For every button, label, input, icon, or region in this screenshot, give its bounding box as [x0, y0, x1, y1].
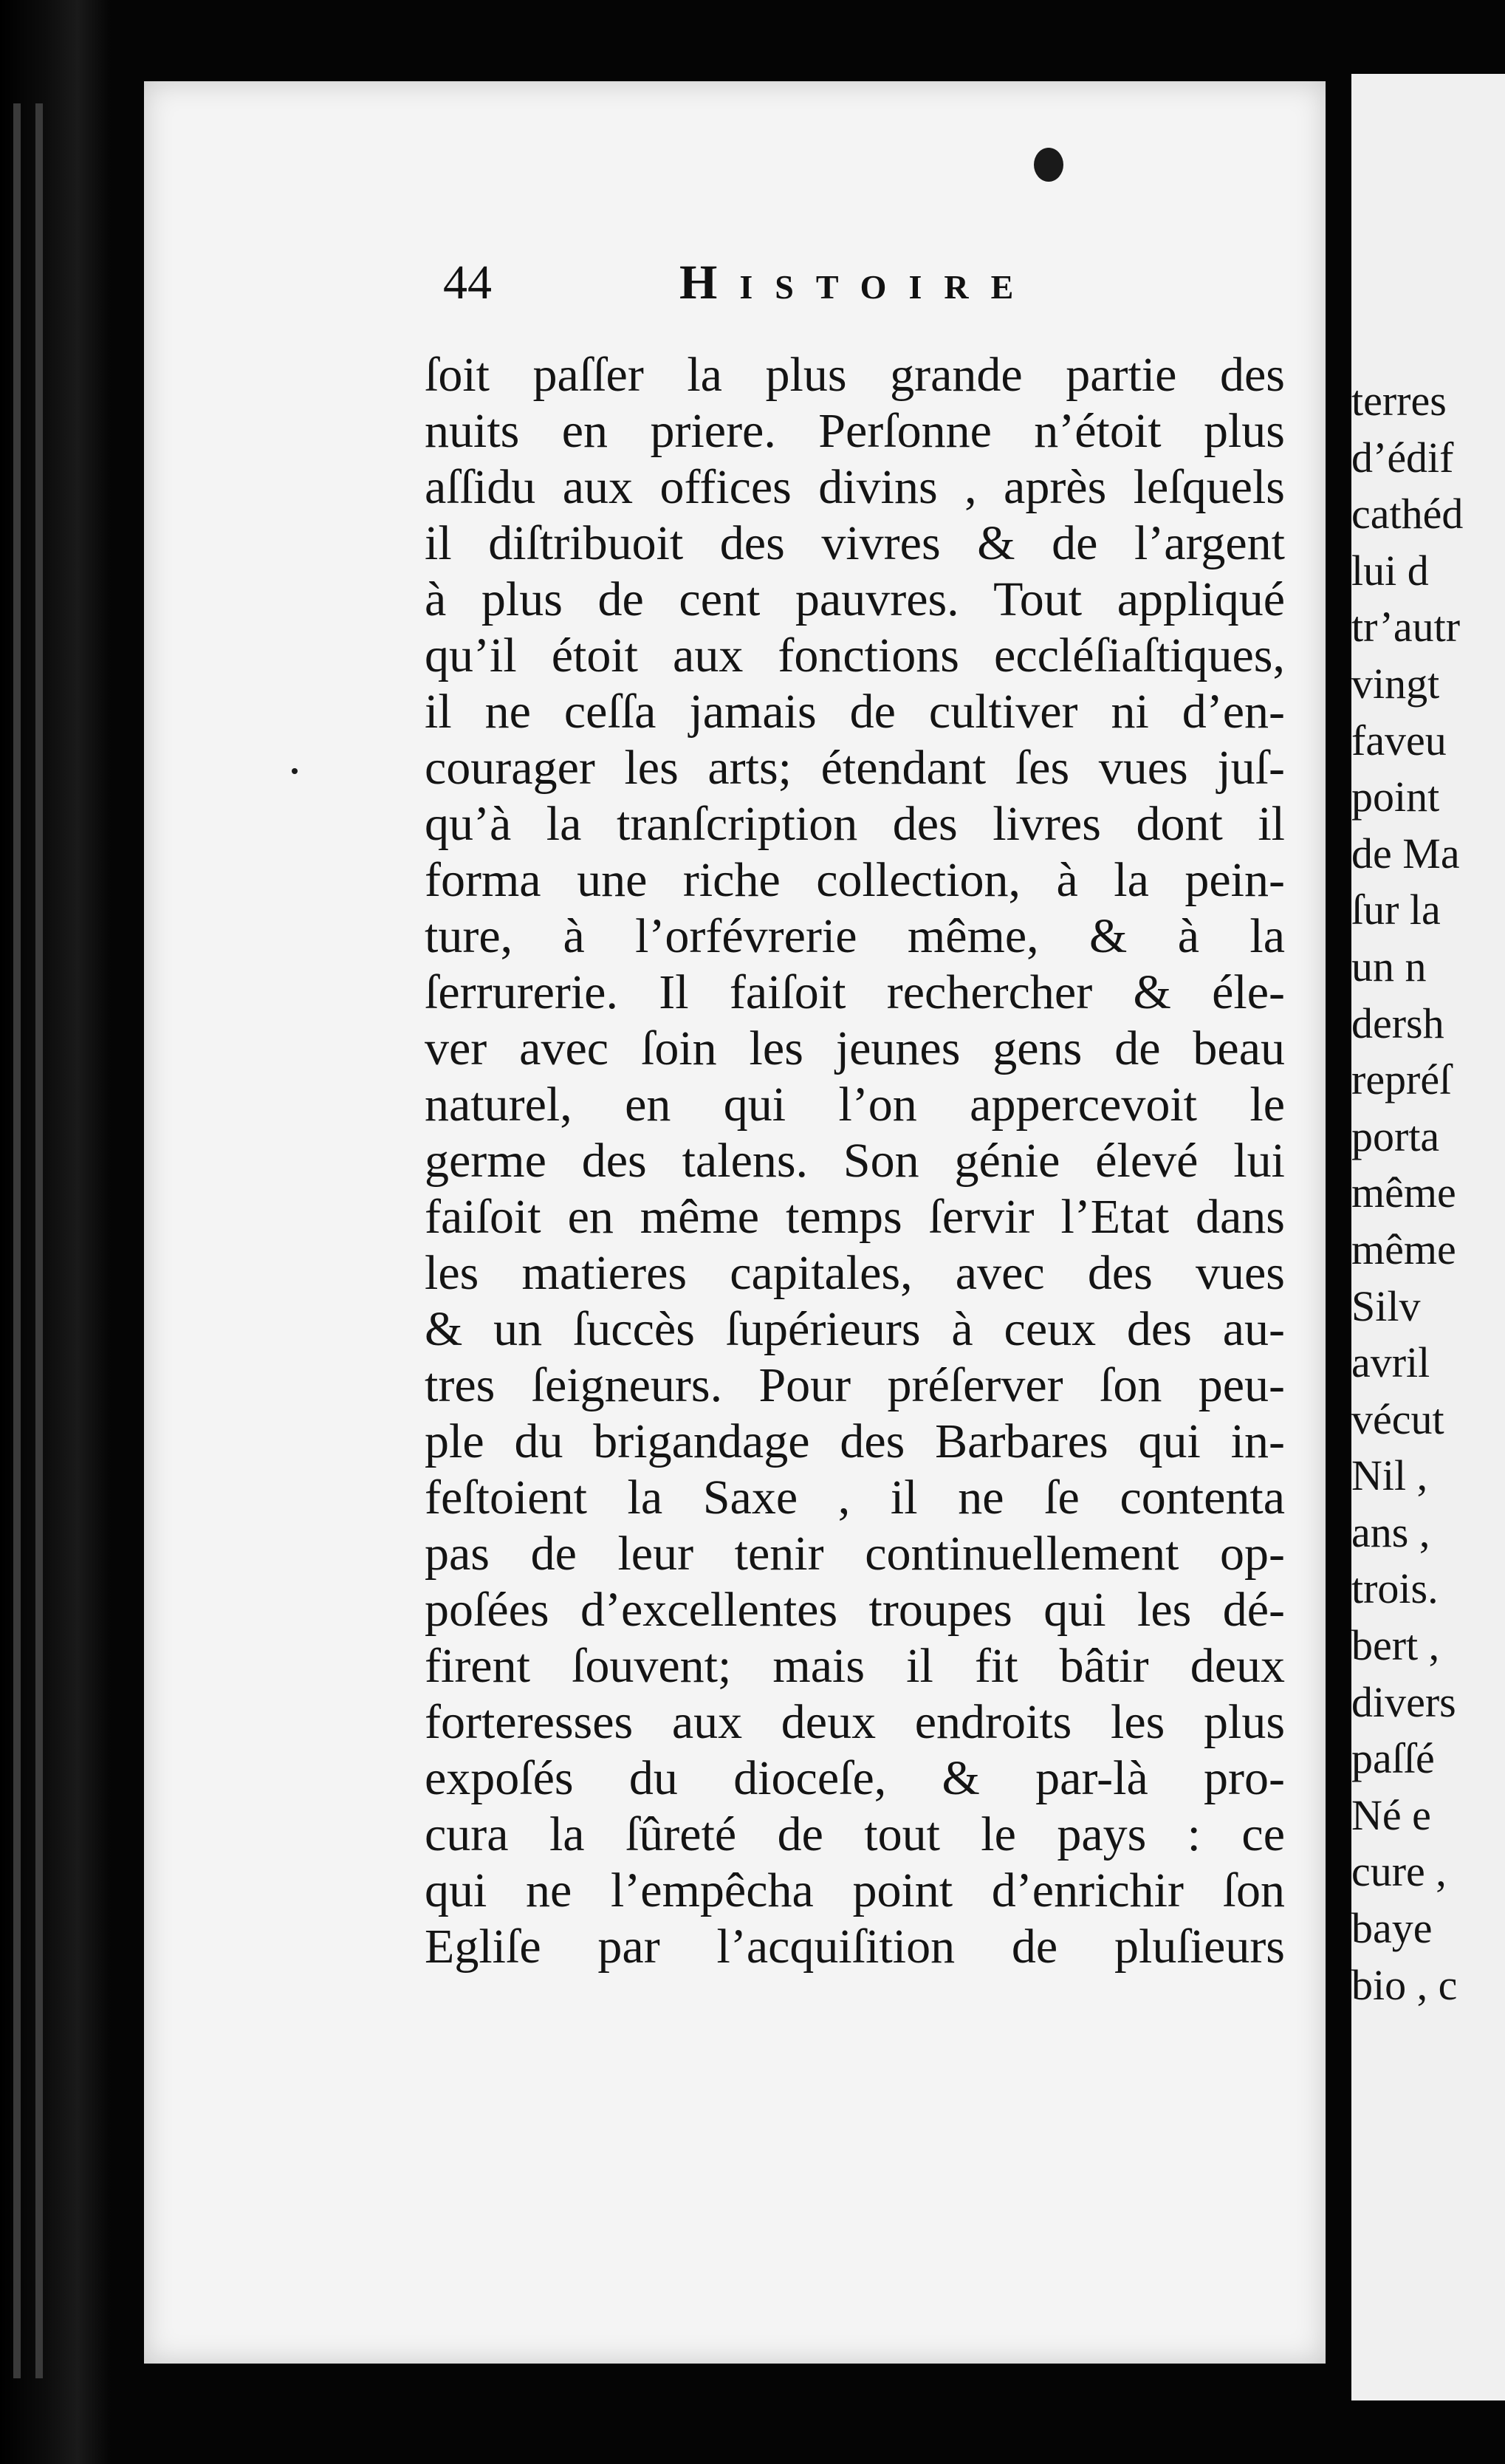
book-spine-shadow — [0, 0, 111, 2464]
facing-line: repréſ — [1351, 1055, 1452, 1104]
text-line: qu’à la tranſcription des livres dont il — [425, 797, 1285, 851]
text-line: ver avec ſoin les jeunes gens de beau — [425, 1021, 1285, 1075]
facing-line: d’édif — [1351, 433, 1454, 482]
text-line: aſſidu aux offices divins , après leſquels — [425, 460, 1285, 514]
text-line: firent ſouvent; mais il fit bâtir deux — [425, 1639, 1285, 1693]
facing-line: avril — [1351, 1338, 1430, 1387]
facing-line: porta — [1351, 1112, 1440, 1160]
text-line: ple du brigandage des Barbares qui in- — [425, 1414, 1285, 1468]
text-line: ſoit paſſer la plus grande partie des — [425, 348, 1285, 402]
text-line: naturel, en qui l’on appercevoit le — [425, 1078, 1285, 1132]
facing-line: même — [1351, 1225, 1456, 1273]
facing-line: Né e — [1351, 1790, 1431, 1839]
text-line: germe des talens. Son génie élevé lui — [425, 1134, 1285, 1188]
text-line: faiſoit en même temps ſervir l’Etat dans — [425, 1190, 1285, 1244]
running-title: Histoire — [679, 256, 1036, 309]
facing-line: point — [1351, 773, 1440, 821]
ink-speck — [292, 768, 298, 774]
body-text — [425, 347, 1285, 1975]
facing-line: cure , — [1351, 1847, 1447, 1896]
text-line: & un ſuccès ſupérieurs à ceux des au- — [425, 1302, 1285, 1356]
text-line: qu’il étoit aux fonctions eccléſiaſtiques, — [425, 629, 1285, 682]
text-line: qui ne l’empêcha point d’enrichir ſon — [425, 1864, 1285, 1917]
facing-page-text — [1351, 373, 1463, 2013]
spine-edge — [35, 103, 43, 2378]
facing-line: ans , — [1351, 1508, 1430, 1556]
facing-line: ſur la — [1351, 886, 1441, 934]
facing-line: bio , c — [1351, 1960, 1458, 2009]
facing-line: Silv — [1351, 1281, 1421, 1330]
spine-edge — [13, 103, 21, 2378]
facing-line: baye — [1351, 1904, 1433, 1953]
facing-line: dersh — [1351, 999, 1444, 1047]
text-line: il diſtribuoit des vivres & de l’argent — [425, 516, 1285, 570]
text-line: il ne ceſſa jamais de cultiver ni d’en- — [425, 685, 1285, 739]
text-line: forma une riche collection, à la pein- — [425, 853, 1285, 907]
text-line: cura la ſûreté de tout le pays : ce — [425, 1807, 1285, 1861]
facing-line: Nil , — [1351, 1451, 1428, 1500]
facing-line: même — [1351, 1168, 1456, 1217]
text-line: à plus de cent pauvres. Tout appliqué — [425, 572, 1285, 626]
text-line: les matieres capitales, avec des vues — [425, 1246, 1285, 1300]
facing-line: de Ma — [1351, 829, 1460, 877]
facing-line: paſſé — [1351, 1734, 1435, 1783]
facing-line: divers — [1351, 1677, 1456, 1726]
facing-line: faveu — [1351, 716, 1447, 764]
ink-blot — [1034, 148, 1063, 182]
text-line: feſtoient la Saxe , il ne ſe contenta — [425, 1471, 1285, 1524]
facing-line: un n — [1351, 942, 1427, 990]
text-line: ture, à l’orfévrerie même, & à la — [425, 909, 1285, 963]
text-line: forteresses aux deux endroits les plus — [425, 1695, 1285, 1749]
facing-line: trois. — [1351, 1564, 1439, 1613]
facing-line: cathéd — [1351, 490, 1464, 538]
facing-line: vingt — [1351, 659, 1440, 708]
facing-line: vécut — [1351, 1394, 1444, 1443]
text-line: expoſés du dioceſe, & par-là pro- — [425, 1751, 1285, 1805]
facing-line: lui d — [1351, 546, 1429, 595]
page-number: 44 — [443, 256, 492, 309]
text-line: nuits en priere. Perſonne n’étoit plus — [425, 404, 1285, 458]
facing-line: tr’autr — [1351, 603, 1461, 651]
text-line: ſerrurerie. Il faiſoit rechercher & éle- — [425, 965, 1285, 1019]
text-line: pas de leur tenir continuellement op- — [425, 1527, 1285, 1581]
text-line: tres ſeigneurs. Pour préſerver ſon peu- — [425, 1358, 1285, 1412]
facing-line: terres — [1351, 377, 1447, 425]
facing-page — [1351, 74, 1505, 2400]
facing-line: bert , — [1351, 1621, 1440, 1670]
text-line: courager les arts; étendant ſes vues juſ- — [425, 741, 1285, 795]
text-line: poſées d’excellentes troupes qui les dé- — [425, 1583, 1285, 1637]
text-line: Egliſe par l’acquiſition de pluſieurs — [425, 1920, 1285, 1974]
